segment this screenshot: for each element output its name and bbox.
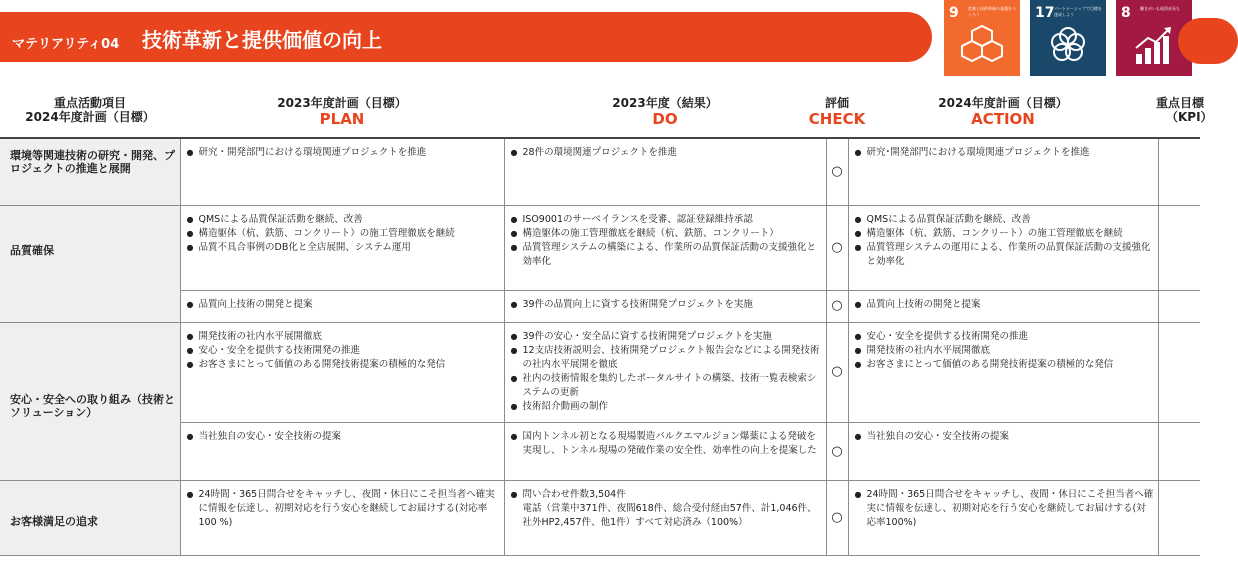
table-row — [0, 290, 1200, 322]
category-cell-empty — [0, 423, 180, 481]
kpi-cell — [1158, 423, 1200, 481]
sdg-text: パートナーシップで目標を達成しよう — [1054, 6, 1102, 17]
category-environment: 環境等関連技術の研究・開発、プロジェクトの推進と展開 — [0, 138, 180, 205]
do-cell: ● 28件の環境関連プロジェクトを推進 — [504, 138, 826, 205]
plan-cell: ● 研究・開発部門における環境関連プロジェクトを推進 — [180, 138, 504, 205]
action-cell: ● 品質向上技術の開発と提案 — [848, 290, 1158, 322]
header-do: 2023年度（結果） DO — [504, 90, 826, 138]
sdg-17-badge — [1030, 0, 1106, 76]
check-mark: ○ — [826, 322, 848, 423]
do-cell: ● 国内トンネル初となる現場製造バルクエマルジョン爆薬による発破を実現し、トンネル現場の発破作業の安全性、効率性の向上を提案した — [504, 423, 826, 481]
table-row — [0, 481, 1200, 556]
sdg-text: 働きがいも経済成長も — [1140, 6, 1180, 11]
plan-cell: ● QMSによる品質保証活動を継続、改善 ● 構造躯体（杭、鉄筋、コンクリート）の施工管理徹底を継続 ● 品質不具合事例のDB化と全店展開、システム運用 — [180, 205, 504, 290]
do-cell: ● 39件の安心・安全品に資する技術開発プロジェクトを実施 ● 12支店技術説明会、技術開発プロジェクト報告会などによる開発技術の社内水平展開を徹底 ● 社内の技術情報を集約したポータルサイトの構築、技術一覧表検索システムの更新 ● 技術紹介動画の制作 — [504, 322, 826, 423]
action-cell: ● QMSによる品質保証活動を継続、改善 ● 構造躯体（杭、鉄筋、コンクリート）の施工管理徹底を継続 ● 品質管理システムの運用による、作業所の品質保証活動の支援強化と効率化 — [848, 205, 1158, 290]
plan-cell: ● 24時間・365日問合せをキャッチし、夜間・休日にこそ担当者へ確実に情報を伝達し、初期対応を行う安心を継続してお届けする(対応率100 %) — [180, 481, 504, 556]
sdg-text: 産業と技術革新の基盤をつくろう — [968, 6, 1016, 17]
action-cell: ● 研究･開発部門における環境関連プロジェクトを推進 — [848, 138, 1158, 205]
kpi-cell — [1158, 138, 1200, 205]
do-cell: ● ISO9001のサーベイランスを受審、認証登録維持承認 ● 構造躯体の施工管理徹底を継続（杭、鉄筋、コンクリート） ● 品質管理システムの構築による、作業所の品質保証活動の支援強化と効率化 — [504, 205, 826, 290]
header-plan: 2023年度計画（目標） PLAN — [180, 90, 504, 138]
category-quality: 品質確保 — [0, 205, 180, 290]
plan-cell: ● 当社独自の安心・安全技術の提案 — [180, 423, 504, 481]
cube-icon — [962, 24, 1002, 68]
header-kpi: 重点目標 （KPI） — [1158, 90, 1200, 138]
check-mark: ○ — [826, 138, 848, 205]
sdg-number: 9 — [949, 5, 959, 21]
materiality-table — [0, 90, 1213, 556]
kpi-cell — [1158, 205, 1200, 290]
sdg-number: 8 — [1121, 5, 1131, 21]
header-row — [0, 90, 1200, 138]
sdg-9-badge — [944, 0, 1020, 76]
do-cell: ● 39件の品質向上に資する技術開発プロジェクトを実施 — [504, 290, 826, 322]
action-cell: ● 当社独自の安心・安全技術の提案 — [848, 423, 1158, 481]
phase-check: CHECK — [808, 110, 866, 128]
growth-chart-icon — [1134, 24, 1174, 68]
check-mark: ○ — [826, 205, 848, 290]
category-safety: 安心・安全への取り組み（技術とソリューション） — [0, 322, 180, 423]
action-cell: ● 安心・安全を提供する技術開発の推進 ● 開発技術の社内水平展開徹底 ● お客さまにとって価値のある開発技術提案の積極的な発信 — [848, 322, 1158, 423]
action-cell: ● 24時間・365日問合せをキャッチし、夜間・休日にこそ担当者へ確実に情報を伝達し、初期対応を行う安心を継続してお届けする(対応率100%) — [848, 481, 1158, 556]
page-title: 技術革新と提供価値の向上 — [142, 28, 382, 52]
header-activity: 重点活動項目 2024年度計画（目標） — [0, 90, 180, 138]
header-action: 2024年度計画（目標） ACTION — [848, 90, 1158, 138]
flower-icon — [1048, 24, 1088, 68]
check-mark: ○ — [826, 423, 848, 481]
table-row — [0, 423, 1200, 481]
plan-cell: ● 品質向上技術の開発と提案 — [180, 290, 504, 322]
kpi-cell — [1158, 322, 1200, 423]
phase-action: ACTION — [971, 110, 1035, 128]
kpi-cell — [1158, 290, 1200, 322]
table-row — [0, 138, 1200, 205]
materiality-label: マテリアリティ04 — [12, 37, 120, 52]
plan-cell: ● 開発技術の社内水平展開徹底 ● 安心・安全を提供する技術開発の推進 ● お客さまにとって価値のある開発技術提案の積極的な発信 — [180, 322, 504, 423]
category-customer-satisfaction: お客様満足の追求 — [0, 481, 180, 556]
table-row — [0, 205, 1200, 290]
check-mark: ○ — [826, 290, 848, 322]
sdg-number: 17 — [1035, 5, 1055, 21]
category-cell-empty — [0, 290, 180, 322]
do-cell: ● 問い合わせ件数3,504件 電話（営業中371件、夜間618件、総合受付経由57件、計1,046件、社外HP2,457件、他1件）すべて対応済み（100%） — [504, 481, 826, 556]
materiality-banner — [0, 12, 932, 62]
table-row — [0, 322, 1200, 423]
phase-do: DO — [652, 110, 678, 128]
phase-plan: PLAN — [319, 110, 365, 128]
header-check: 評価 CHECK — [826, 90, 848, 138]
decorative-tab — [1178, 18, 1238, 64]
kpi-cell — [1158, 481, 1200, 556]
check-mark: ○ — [826, 481, 848, 556]
